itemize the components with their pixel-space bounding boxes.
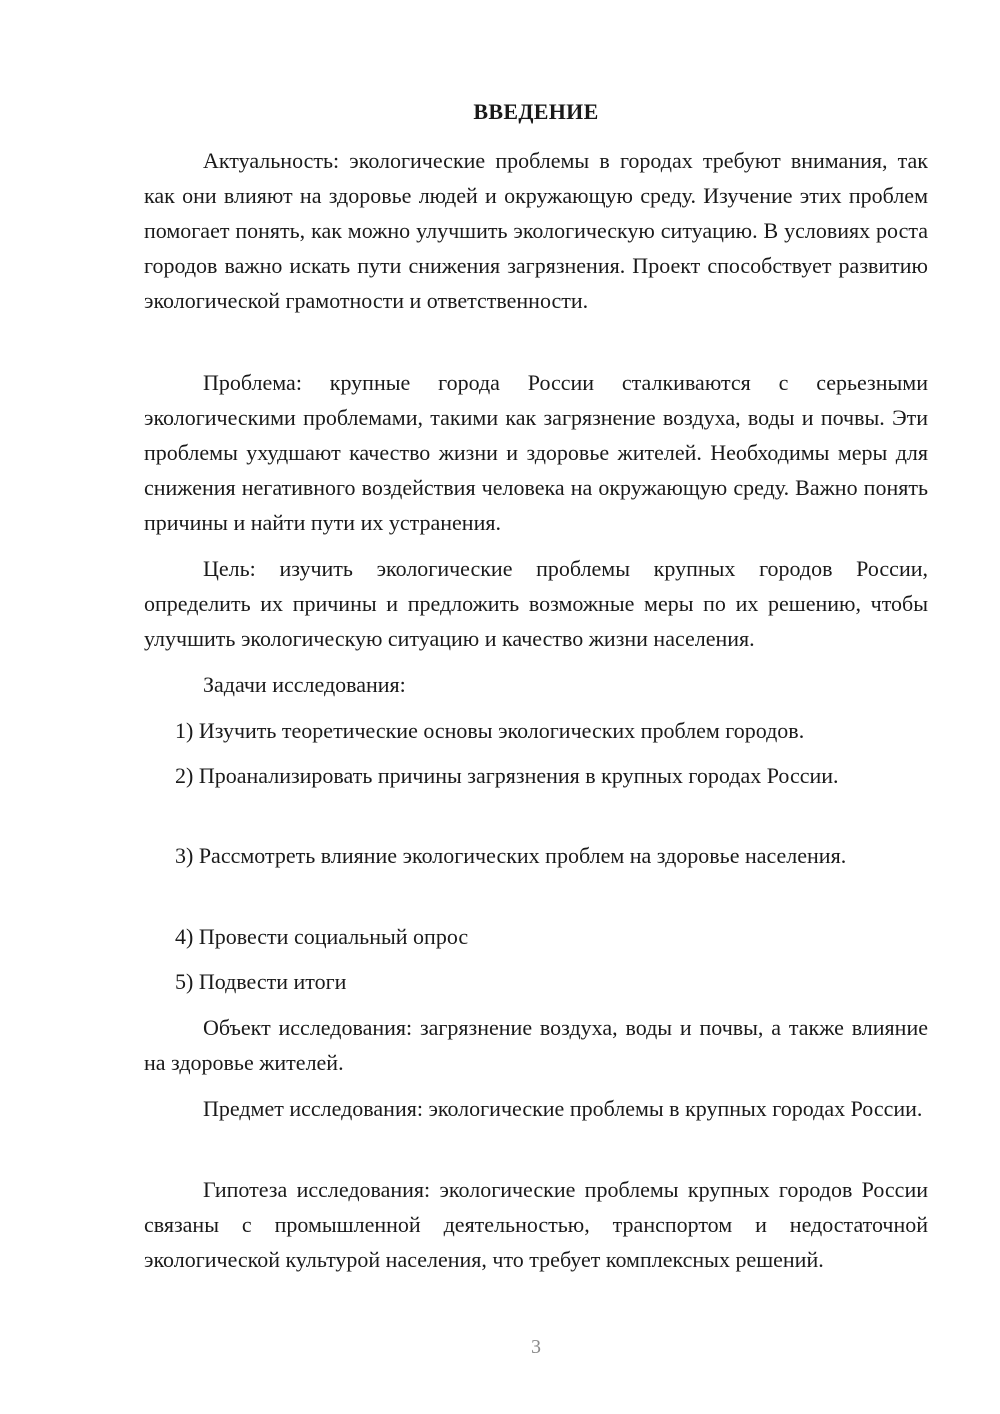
paragraph-object: Объект исследования: загрязнение воздуха, воды и почвы, а также влияние на здоровье жителей. <box>144 1015 928 1075</box>
task-item-3: 3) Рассмотреть влияние экологических проблем на здоровье населения. <box>175 843 847 868</box>
task-item-4: 4) Провести социальный опрос <box>175 924 469 949</box>
page-title: ВВЕДЕНИЕ <box>473 99 599 124</box>
paragraph-problem: Проблема: крупные города России сталкиваются с серьезными экологическими проблемами, такими как загрязнение воздуха, воды и почвы. Эти проблемы ухудшают качество жизни и здоровье жителей. Необходимы меры для снижения негативного воздействия человека на окружающую среду. Важно понять причины и найти пути их устранения. <box>144 370 928 535</box>
paragraph-actuality: Актуальность: экологические проблемы в городах требуют внимания, так как они влияют на здоровье людей и окружающую среду. Изучение этих проблем помогает понять, как можно улучшить экологическую ситуацию. В условиях роста городов важно искать пути снижения загрязнения. Проект способствует развитию экологической грамотности и ответственности. <box>144 148 928 313</box>
page-number: 3 <box>531 1336 541 1358</box>
task-item-2: 2) Проанализировать причины загрязнения в крупных городах России. <box>175 763 839 788</box>
paragraph-hypothesis: Гипотеза исследования: экологические проблемы крупных городов России связаны с промышленной деятельностью, транспортом и недостаточной экологической культурой населения, что требует комплексных решений. <box>144 1177 928 1272</box>
tasks-title: Задачи исследования: <box>203 672 406 697</box>
paragraph-goal: Цель: изучить экологические проблемы крупных городов России, определить их причины и предложить возможные меры по их решению, чтобы улучшить экологическую ситуацию и качество жизни населения. <box>144 556 928 651</box>
paragraph-subject: Предмет исследования: экологические проблемы в крупных городах России. <box>203 1096 923 1121</box>
task-item-1: 1) Изучить теоретические основы экологических проблем городов. <box>175 718 805 743</box>
task-item-5: 5) Подвести итоги <box>175 969 347 994</box>
